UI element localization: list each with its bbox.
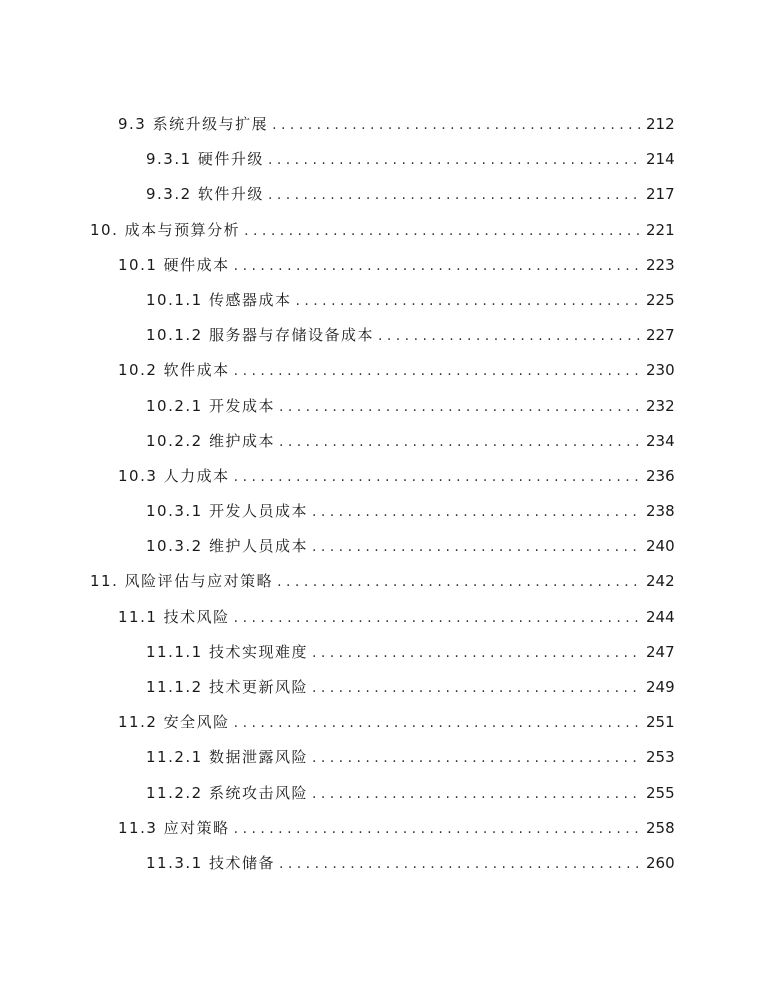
toc-entry-9-3[interactable]	[0, 107, 765, 142]
toc-dot-leader	[277, 565, 642, 600]
toc-dot-leader	[234, 249, 642, 284]
toc-dot-leader	[312, 671, 642, 706]
toc-entry-title: 10.2 软件成本	[118, 361, 230, 380]
toc-dot-leader	[279, 390, 642, 425]
toc-dot-leader	[234, 706, 642, 741]
toc-page-number: 247	[646, 642, 675, 661]
toc-page-number: 255	[646, 783, 675, 802]
toc-page-number: 242	[646, 572, 675, 591]
toc-page-number: 258	[646, 818, 675, 837]
toc-page-number: 230	[646, 361, 675, 380]
toc-entry-11-3-1[interactable]	[0, 846, 765, 881]
toc-page-number: 260	[646, 853, 675, 872]
toc-entry-10-2-2[interactable]	[0, 424, 765, 459]
toc-entry-11-3[interactable]	[0, 811, 765, 846]
toc-entry-title: 11.2.1 数据泄露风险	[146, 748, 308, 767]
toc-entry-10-1-1[interactable]	[0, 283, 765, 318]
toc-entry-10-1[interactable]	[0, 248, 765, 283]
toc-page-number: 227	[646, 326, 675, 345]
toc-dot-leader	[312, 636, 642, 671]
toc-entry-9-3-1[interactable]	[0, 142, 765, 177]
toc-entry-title: 11.2 安全风险	[118, 713, 230, 732]
toc-entry-title: 11.3 应对策略	[118, 818, 230, 837]
toc-dot-leader	[244, 214, 642, 249]
toc-entry-10-1-2[interactable]	[0, 318, 765, 353]
toc-entry-title: 10.2.1 开发成本	[146, 396, 275, 415]
toc-entry-10-3-1[interactable]	[0, 494, 765, 529]
toc-entry-title: 11.1.1 技术实现难度	[146, 642, 308, 661]
toc-entry-title: 10.1 硬件成本	[118, 255, 230, 274]
toc-entry-title: 11. 风险评估与应对策略	[90, 572, 274, 591]
toc-entry-10-3[interactable]	[0, 459, 765, 494]
toc-page-number: 249	[646, 678, 675, 696]
toc-dot-leader	[312, 495, 642, 530]
toc-entry-title: 10.1.1 传感器成本	[146, 290, 292, 309]
toc-dot-leader	[272, 108, 642, 143]
toc-dot-leader	[268, 178, 642, 213]
toc-dot-leader	[295, 284, 642, 319]
toc-dot-leader	[234, 460, 642, 495]
toc-page-number: 221	[646, 220, 675, 239]
toc-entry-title: 10.3 人力成本	[118, 466, 230, 485]
toc-page-number: 236	[646, 466, 675, 485]
toc-entry-10-3-2[interactable]	[0, 529, 765, 564]
toc-entry-title: 11.2.2 系统攻击风险	[146, 783, 308, 802]
toc-entry-11-1[interactable]	[0, 600, 765, 635]
toc-dot-leader	[268, 143, 642, 178]
toc-entry-title: 11.1.2 技术更新风险	[146, 678, 308, 696]
toc-page-number: 253	[646, 748, 675, 767]
toc-entry-11-2[interactable]	[0, 705, 765, 740]
toc-entry-title: 9.3.2 软件升级	[146, 185, 264, 204]
toc-page-number: 225	[646, 290, 675, 309]
toc-entry-title: 10.1.2 服务器与存储设备成本	[146, 326, 374, 345]
toc-page-number: 232	[646, 396, 675, 415]
toc-dot-leader	[378, 319, 642, 354]
toc-page-number: 217	[646, 185, 675, 204]
toc-entry-title: 9.3 系统升级与扩展	[118, 115, 269, 133]
toc-dot-leader	[312, 741, 642, 776]
toc-page-number: 238	[646, 502, 675, 521]
toc-entry-title: 10.3.1 开发人员成本	[146, 502, 308, 521]
toc-page-number: 244	[646, 607, 675, 626]
toc-entry-title: 9.3.1 硬件升级	[146, 150, 264, 169]
toc-page-number: 214	[646, 150, 675, 169]
toc-page-number: 240	[646, 537, 675, 556]
toc-entry-11[interactable]	[0, 564, 765, 599]
toc-entry-title: 10.2.2 维护成本	[146, 431, 275, 450]
toc-page-number: 212	[646, 115, 675, 133]
toc-dot-leader	[312, 777, 642, 812]
toc-dot-leader	[234, 354, 642, 389]
toc-entry-11-2-1[interactable]	[0, 740, 765, 775]
toc-entry-10[interactable]	[0, 213, 765, 248]
toc-entry-title: 10. 成本与预算分析	[90, 220, 241, 239]
toc-entry-10-2-1[interactable]	[0, 389, 765, 424]
toc-page-number: 251	[646, 713, 675, 732]
toc-dot-leader	[234, 601, 642, 636]
toc-dot-leader	[279, 425, 642, 460]
toc-entry-title: 11.3.1 技术储备	[146, 853, 275, 872]
toc-dot-leader	[312, 530, 642, 565]
toc-entry-11-1-2[interactable]	[0, 670, 765, 705]
toc-entry-title: 11.1 技术风险	[118, 607, 230, 626]
toc-page-number: 234	[646, 431, 675, 450]
toc-page-number: 223	[646, 255, 675, 274]
toc-entry-9-3-2[interactable]	[0, 177, 765, 212]
toc-entry-11-2-2[interactable]	[0, 776, 765, 811]
toc-entry-11-1-1[interactable]	[0, 635, 765, 670]
toc-entry-title: 10.3.2 维护人员成本	[146, 537, 308, 556]
toc-dot-leader	[279, 847, 642, 882]
table-of-contents	[0, 107, 765, 881]
toc-entry-10-2[interactable]	[0, 353, 765, 388]
toc-dot-leader	[234, 812, 642, 847]
